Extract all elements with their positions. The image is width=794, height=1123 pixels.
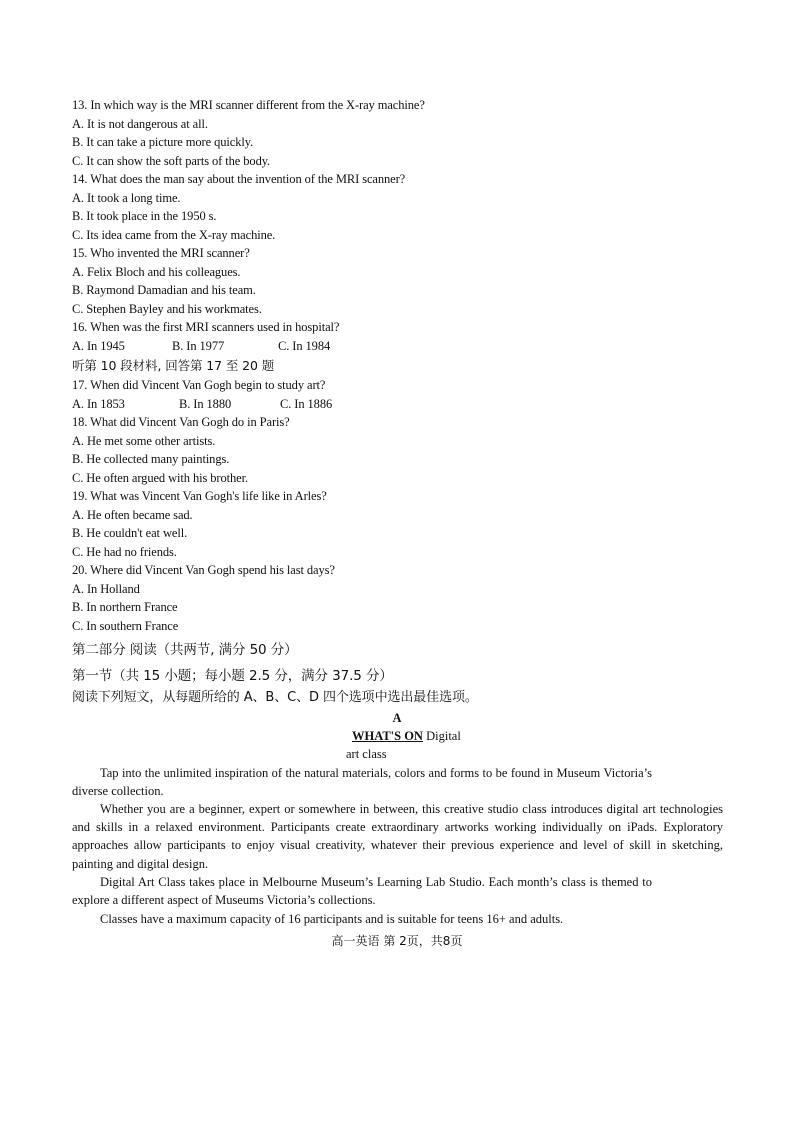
question-18: 18. What did Vincent Van Gogh do in Paris? — [72, 415, 290, 429]
passage-letter: A — [392, 711, 402, 725]
option-19a: A. He often became sad. — [72, 508, 193, 522]
passage-title-rest: Digital — [422, 729, 461, 743]
passage-paragraph-2: Whether you are a beginner, expert or somewhere in between, this creative studio class introduces digital art technologies and skills in a relaxed environment. Participants create extraordinary artworks working individually on iPads. Exploratory approaches allow participants to enjoy visual creativity, whatever their previous experience and level of skill in sketching, painting and digital design. — [72, 802, 723, 871]
option-13a: A. It is not dangerous at all. — [72, 117, 208, 131]
option-19c: C. He had no friends. — [72, 545, 177, 559]
question-17: 17. When did Vincent Van Gogh begin to study art? — [72, 378, 326, 392]
option-20b: B. In northern France — [72, 600, 178, 614]
passage-title-line2: art class — [346, 747, 387, 761]
option-15a: A. Felix Bloch and his colleagues. — [72, 265, 241, 279]
option-18c: C. He often argued with his brother. — [72, 471, 248, 485]
section1-heading: 第一节（共 15 小题；每小题 2.5 分，满分 37.5 分） — [72, 668, 393, 684]
passage-paragraph-4: Classes have a maximum capacity of 16 participants and is suitable for teens 16+ and adults. — [100, 912, 564, 926]
option-20c: C. In southern France — [72, 619, 179, 633]
option-17c: C. In 1886 — [280, 397, 333, 411]
question-19: 19. What was Vincent Van Gogh's life like in Arles? — [72, 489, 327, 503]
option-17b: B. In 1880 — [179, 397, 232, 411]
option-13c: C. It can show the soft parts of the body. — [72, 154, 271, 168]
part2-heading: 第二部分 阅读（共两节, 满分 50 分） — [72, 642, 298, 658]
reading-instruction: 阅读下列短文，从每题所给的 A、B、C、D 四个选项中选出最佳选项。 — [72, 690, 478, 705]
passage-paragraph-3: Digital Art Class takes place in Melbourne Museum’s Learning Lab Studio. Each month’s class is themed to explore a different aspect of Museums Victoria’s collections. — [72, 875, 652, 908]
passage-title — [352, 728, 461, 744]
option-15b: B. Raymond Damadian and his team. — [72, 283, 256, 297]
option-13b: B. It can take a picture more quickly. — [72, 135, 254, 149]
question-20: 20. Where did Vincent Van Gogh spend his last days? — [72, 563, 335, 577]
passage-paragraph-1: Tap into the unlimited inspiration of the natural materials, colors and forms to be found in Museum Victoria’s diverse collection. — [72, 766, 652, 799]
question-13: 13. In which way is the MRI scanner different from the X-ray machine? — [72, 98, 425, 112]
option-17a: A. In 1853 — [72, 397, 125, 411]
option-15c: C. Stephen Bayley and his workmates. — [72, 302, 262, 316]
option-14a: A. It took a long time. — [72, 191, 181, 205]
option-16a: A. In 1945 — [72, 339, 125, 353]
listening-section-heading: 听第 10 段材料, 回答第 17 至 20 题 — [72, 358, 275, 373]
option-14b: B. It took place in the 1950 s. — [72, 209, 217, 223]
question-14: 14. What does the man say about the invention of the MRI scanner? — [72, 172, 406, 186]
option-19b: B. He couldn't eat well. — [72, 526, 188, 540]
option-18a: A. He met some other artists. — [72, 434, 216, 448]
option-20a: A. In Holland — [72, 582, 140, 596]
option-14c: C. Its idea came from the X-ray machine. — [72, 228, 276, 242]
passage-title-underlined: WHAT'S ON — [352, 729, 423, 743]
question-16: 16. When was the first MRI scanners used in hospital? — [72, 320, 340, 334]
page-footer: 高一英语 第 2页，共8页 — [331, 934, 463, 948]
question-15: 15. Who invented the MRI scanner? — [72, 246, 250, 260]
option-18b: B. He collected many paintings. — [72, 452, 230, 466]
option-16c: C. In 1984 — [278, 339, 331, 353]
option-16b: B. In 1977 — [172, 339, 225, 353]
